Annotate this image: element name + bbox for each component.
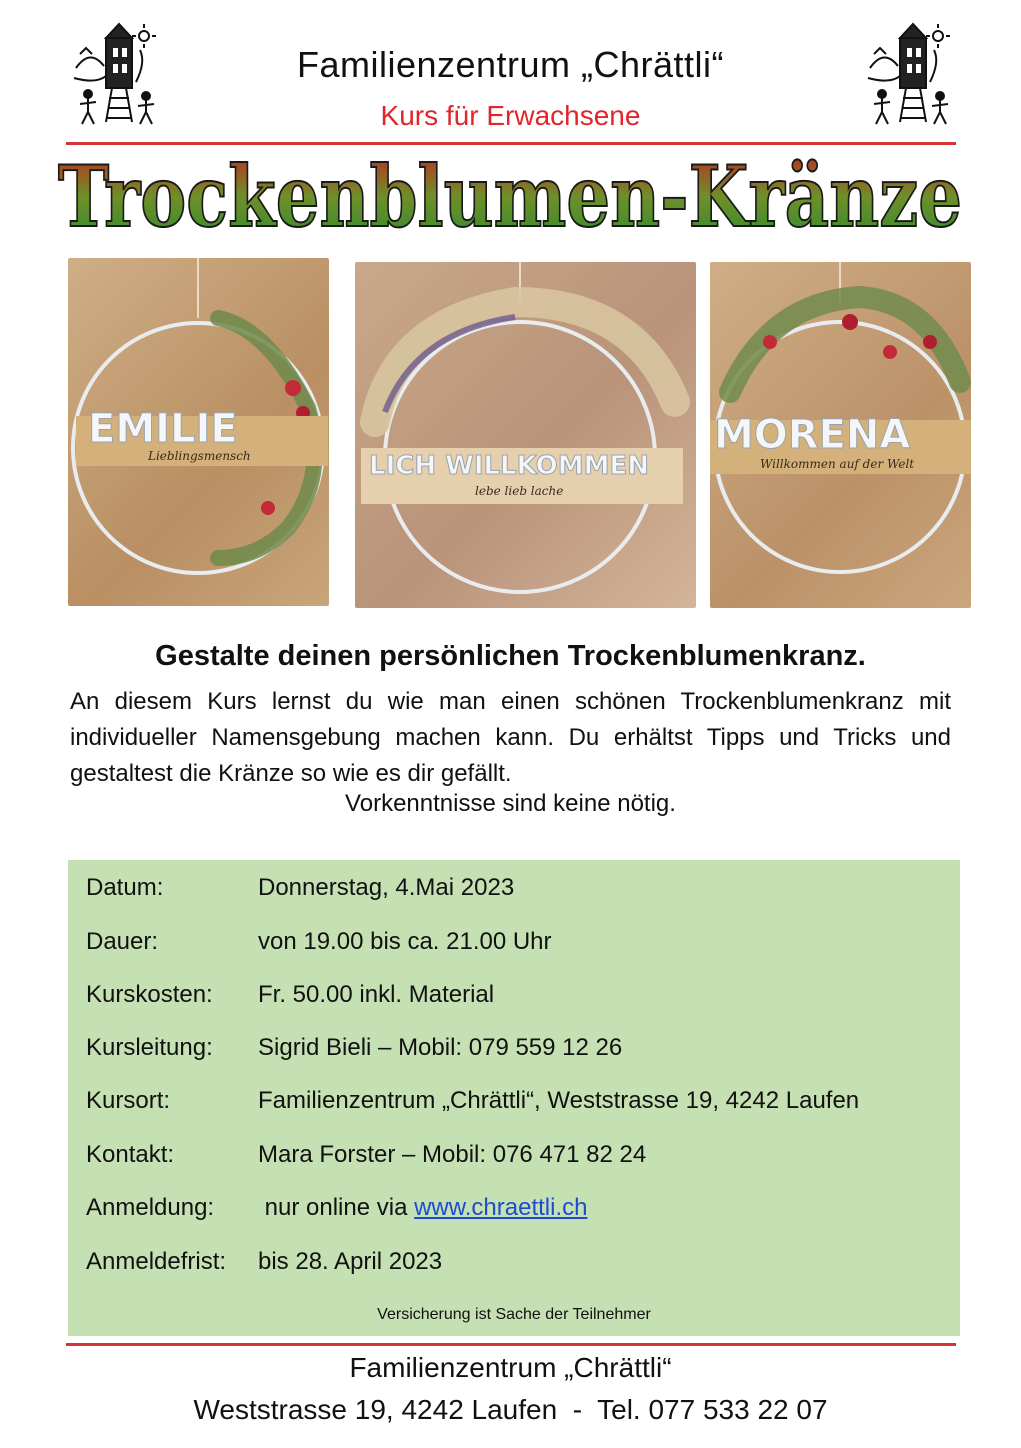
detail-value: von 19.00 bis ca. 21.00 Uhr: [258, 928, 552, 955]
wreath-photo-willkommen: [355, 262, 696, 608]
course-details-box: [68, 860, 960, 1336]
organization-title: Familienzentrum „Chrättli“: [296, 44, 725, 85]
detail-label: Kursort:: [86, 1087, 171, 1114]
top-divider: [66, 142, 956, 145]
detail-label: Kursleitung:: [86, 1034, 213, 1061]
detail-value: bis 28. April 2023: [258, 1248, 443, 1275]
course-category-subtitle: Kurs für Erwachsene: [380, 100, 641, 131]
detail-value: Mara Forster – Mobil: 076 471 82 24: [258, 1141, 647, 1168]
course-title-text: Trockenblumen-Kränze: [58, 150, 962, 240]
detail-label: Kurskosten:: [86, 981, 213, 1008]
registration-link[interactable]: www.chraettli.ch: [414, 1194, 588, 1221]
sign-tagline: Lieblingsmensch: [148, 449, 251, 463]
wreath-photo-emilie: [68, 258, 329, 606]
sign-name: EMILIE: [88, 406, 238, 452]
wreath-photo-morena: [710, 262, 971, 608]
sign-name: LICH WILLKOMMEN: [369, 451, 649, 481]
course-title: [0, 150, 1021, 240]
detail-label: Anmeldung:: [86, 1194, 215, 1221]
sign-name: MORENA: [714, 412, 911, 458]
prerequisites-note: Vorkenntnisse sind keine nötig.: [345, 790, 676, 817]
footer-address: Weststrasse 19, 4242 Laufen - Tel. 077 533 22 07: [193, 1394, 828, 1425]
detail-label: Anmeldefrist:: [86, 1248, 227, 1275]
sign-tagline: Willkommen auf der Welt: [760, 457, 915, 471]
bottom-divider: [66, 1343, 956, 1346]
detail-value: Familienzentrum „Chrättli“, Weststrasse 19, 4242 Laufen: [258, 1087, 860, 1114]
detail-value: [258, 1194, 587, 1222]
detail-value: Sigrid Bieli – Mobil: 079 559 12 26: [258, 1034, 623, 1061]
intro-text: An diesem Kurs lernst du wie man einen schönen Trockenblumenkranz mit individueller Namensgebung machen kann. Du erhältst Tipps und Tricks und gestaltest die Kränze so wie es dir gefällt.: [70, 688, 951, 787]
detail-label: Datum:: [86, 874, 164, 901]
footer-organization: Familienzentrum „Chrättli“: [349, 1352, 672, 1383]
detail-value: Donnerstag, 4.Mai 2023: [258, 874, 515, 901]
intro-headline: Gestalte deinen persönlichen Trockenblumenkranz.: [155, 640, 866, 672]
registration-prefix: nur online via: [258, 1194, 415, 1221]
detail-label: Kontakt:: [86, 1141, 175, 1168]
detail-value: Fr. 50.00 inkl. Material: [258, 981, 495, 1008]
insurance-note: Versicherung ist Sache der Teilnehmer: [377, 1306, 651, 1323]
detail-label: Dauer:: [86, 928, 159, 955]
sign-tagline: lebe lieb lache: [475, 484, 564, 498]
